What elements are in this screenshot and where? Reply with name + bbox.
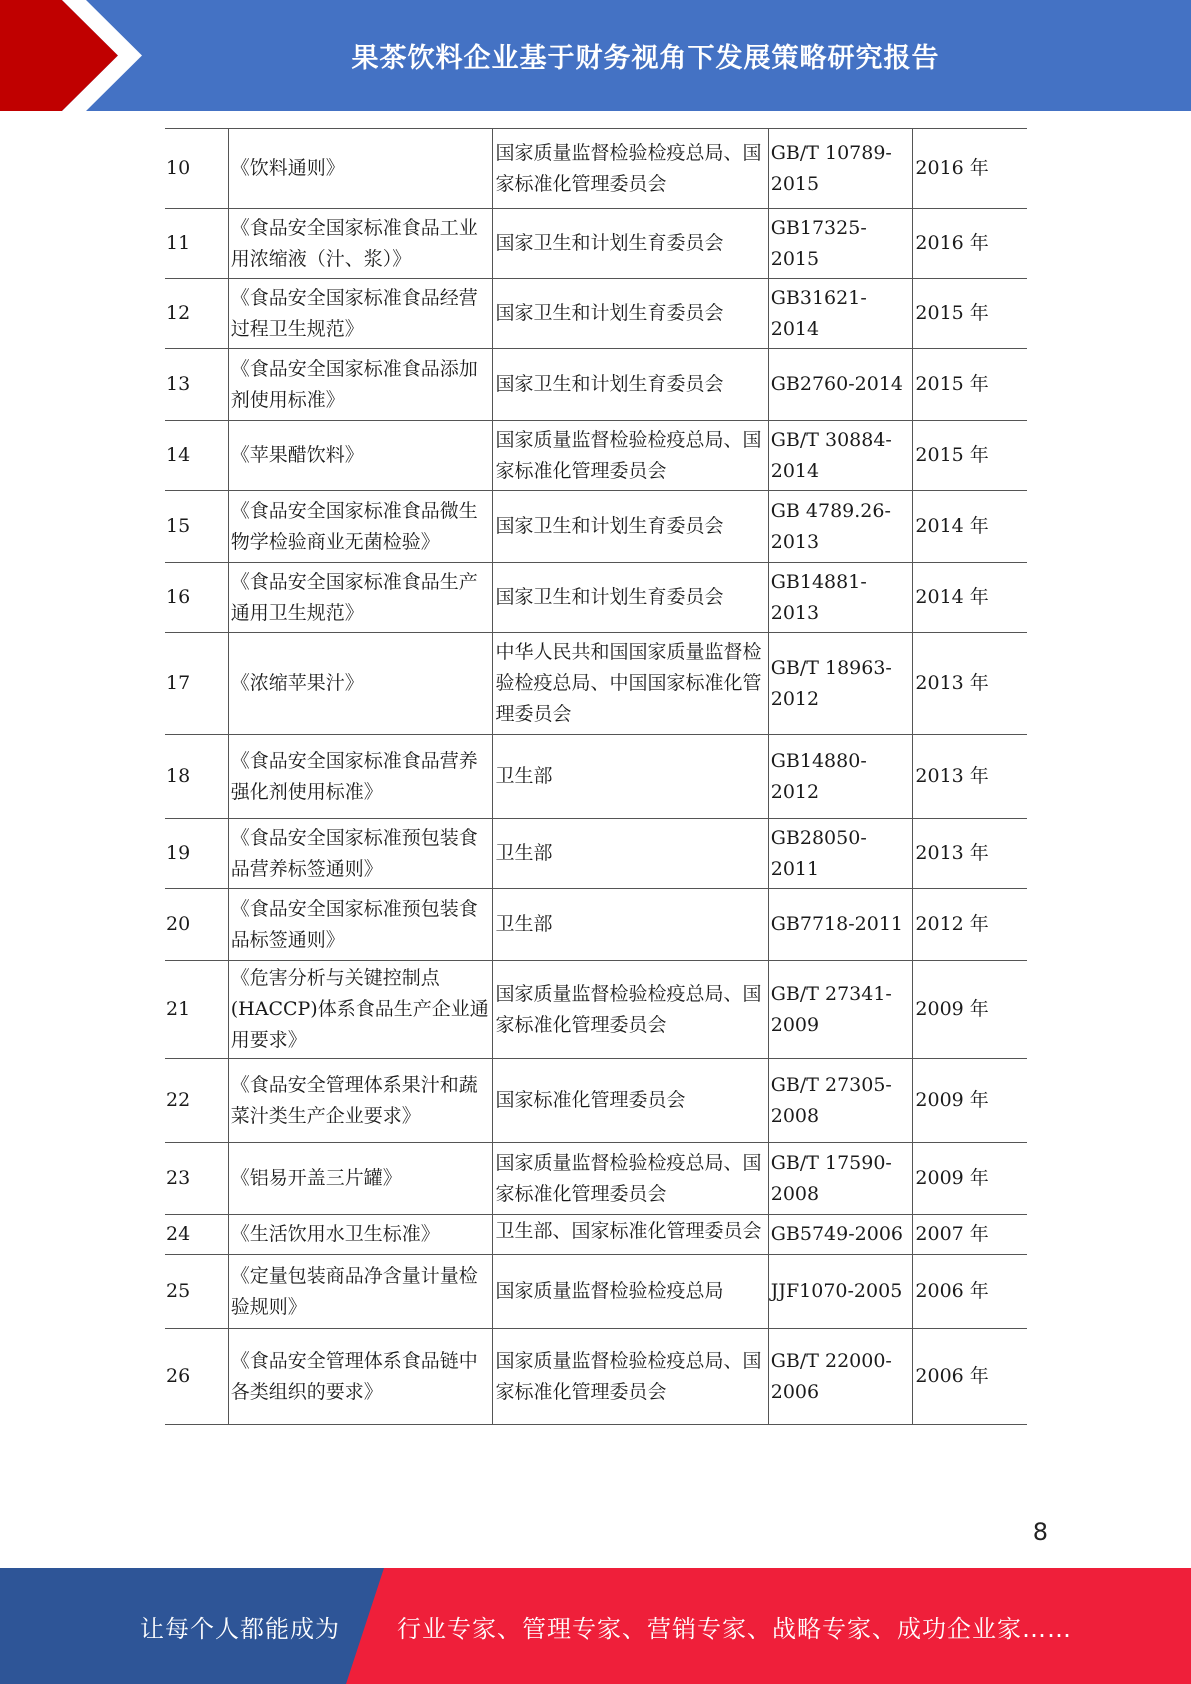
standard-name-cell: 《铝易开盖三片罐》 [228,1143,493,1215]
standard-code-cell: GB/T 18963-2012 [768,633,913,735]
standard-code-cell: GB/T 10789-2015 [768,129,913,209]
table-row [165,563,1027,633]
issuing-organization-cell: 国家卫生和计划生育委员会 [493,491,768,563]
issuing-organization-cell: 国家卫生和计划生育委员会 [493,349,768,421]
footer-banner [0,1568,1191,1684]
header-arrow-decoration [0,0,180,111]
table-row [165,735,1027,819]
table-row [165,1059,1027,1143]
table-row [165,279,1027,349]
standard-code-cell: GB28050-2011 [768,819,913,889]
standard-code-cell: GB/T 17590-2008 [768,1143,913,1215]
table-row [165,1215,1027,1255]
issuing-organization-cell: 卫生部 [493,819,768,889]
effective-year-cell: 2014 年 [913,563,1027,633]
standard-code-cell: GB2760-2014 [768,349,913,421]
effective-year-cell: 2015 年 [913,421,1027,491]
row-number-cell: 19 [165,819,228,889]
table-row [165,819,1027,889]
standard-name-cell: 《食品安全国家标准食品生产通用卫生规范》 [228,563,493,633]
page-number: 8 [1032,1518,1048,1546]
standard-name-cell: 《苹果醋饮料》 [228,421,493,491]
table-row [165,129,1027,209]
standard-name-cell: 《生活饮用水卫生标准》 [228,1215,493,1255]
table-row [165,1255,1027,1329]
effective-year-cell: 2016 年 [913,129,1027,209]
effective-year-cell: 2009 年 [913,961,1027,1059]
row-number-cell: 17 [165,633,228,735]
standard-name-cell: 《食品安全国家标准食品工业用浓缩液（汁、浆）》 [228,209,493,279]
footer-slogan-right: 行业专家、管理专家、营销专家、战略专家、成功企业家…… [397,1614,1072,1643]
table-row [165,1329,1027,1425]
standard-code-cell: GB/T 22000-2006 [768,1329,913,1425]
footer-slogan-left: 让每个人都能成为 [140,1614,340,1643]
effective-year-cell: 2009 年 [913,1143,1027,1215]
standard-name-cell: 《定量包装商品净含量计量检验规则》 [228,1255,493,1329]
issuing-organization-cell: 卫生部 [493,889,768,961]
effective-year-cell: 2016 年 [913,209,1027,279]
issuing-organization-cell: 卫生部 [493,735,768,819]
effective-year-cell: 2013 年 [913,735,1027,819]
row-number-cell: 21 [165,961,228,1059]
standard-name-cell: 《饮料通则》 [228,129,493,209]
table-row [165,421,1027,491]
effective-year-cell: 2015 年 [913,279,1027,349]
standard-name-cell: 《食品安全国家标准预包装食品标签通则》 [228,889,493,961]
standard-code-cell: GB14880-2012 [768,735,913,819]
effective-year-cell: 2009 年 [913,1059,1027,1143]
standards-table [165,128,1027,1425]
issuing-organization-cell: 国家质量监督检验检疫总局 [493,1255,768,1329]
effective-year-cell: 2013 年 [913,633,1027,735]
row-number-cell: 10 [165,129,228,209]
row-number-cell: 12 [165,279,228,349]
standard-code-cell: GB 4789.26-2013 [768,491,913,563]
issuing-organization-cell: 国家卫生和计划生育委员会 [493,563,768,633]
standard-name-cell: 《危害分析与关键控制点(HACCP)体系食品生产企业通用要求》 [228,961,493,1059]
standard-code-cell: GB14881-2013 [768,563,913,633]
effective-year-cell: 2015 年 [913,349,1027,421]
table-row [165,633,1027,735]
standard-code-cell: GB/T 27341-2009 [768,961,913,1059]
standard-name-cell: 《食品安全管理体系果汁和蔬菜汁类生产企业要求》 [228,1059,493,1143]
standard-code-cell: GB5749-2006 [768,1215,913,1255]
standard-name-cell: 《食品安全国家标准食品经营过程卫生规范》 [228,279,493,349]
row-number-cell: 22 [165,1059,228,1143]
issuing-organization-cell: 国家质量监督检验检疫总局、国家标准化管理委员会 [493,421,768,491]
table-row [165,209,1027,279]
effective-year-cell: 2006 年 [913,1329,1027,1425]
row-number-cell: 18 [165,735,228,819]
standard-name-cell: 《浓缩苹果汁》 [228,633,493,735]
table-row [165,491,1027,563]
standard-code-cell: GB31621-2014 [768,279,913,349]
issuing-organization-cell [493,1215,768,1255]
issuing-organization-cell: 中华人民共和国国家质量监督检验检疫总局、中国国家标准化管理委员会 [493,633,768,735]
row-number-cell: 13 [165,349,228,421]
effective-year-cell: 2013 年 [913,819,1027,889]
row-number-cell: 23 [165,1143,228,1215]
standard-code-cell: GB/T 30884-2014 [768,421,913,491]
table-row [165,889,1027,961]
issuing-organization-cell: 国家质量监督检验检疫总局、国家标准化管理委员会 [493,961,768,1059]
issuing-organization-cell: 国家质量监督检验检疫总局、国家标准化管理委员会 [493,1329,768,1425]
issuing-organization-cell: 国家质量监督检验检疫总局、国家标准化管理委员会 [493,1143,768,1215]
row-number-cell: 26 [165,1329,228,1425]
row-number-cell: 24 [165,1215,228,1255]
issuing-organization: 卫生部、国家标准化管理委员会 [495,1220,762,1242]
effective-year-cell: 2012 年 [913,889,1027,961]
effective-year-cell: 2014 年 [913,491,1027,563]
table-row [165,349,1027,421]
issuing-organization-cell: 国家质量监督检验检疫总局、国家标准化管理委员会 [493,129,768,209]
standard-code-cell: GB/T 27305-2008 [768,1059,913,1143]
row-number-cell: 14 [165,421,228,491]
header-banner [0,0,1191,111]
report-title: 果茶饮料企业基于财务视角下发展策略研究报告 [351,43,940,74]
standard-code-cell: GB7718-2011 [768,889,913,961]
effective-year-cell: 2006 年 [913,1255,1027,1329]
issuing-organization-cell: 国家卫生和计划生育委员会 [493,209,768,279]
issuing-organization-cell: 国家标准化管理委员会 [493,1059,768,1143]
standard-name-cell: 《食品安全国家标准食品添加剂使用标准》 [228,349,493,421]
table-row [165,1143,1027,1215]
standard-name-cell: 《食品安全国家标准食品营养强化剂使用标准》 [228,735,493,819]
standard-code-cell: GB17325-2015 [768,209,913,279]
standard-code-cell: JJF1070-2005 [768,1255,913,1329]
standard-name-cell: 《食品安全国家标准预包装食品营养标签通则》 [228,819,493,889]
row-number-cell: 15 [165,491,228,563]
row-number-cell: 16 [165,563,228,633]
row-number-cell: 20 [165,889,228,961]
row-number-cell: 25 [165,1255,228,1329]
issuing-organization-cell: 国家卫生和计划生育委员会 [493,279,768,349]
effective-year-cell: 2007 年 [913,1215,1027,1255]
standard-name-cell: 《食品安全国家标准食品微生物学检验商业无菌检验》 [228,491,493,563]
row-number-cell: 11 [165,209,228,279]
standard-name-cell: 《食品安全管理体系食品链中各类组织的要求》 [228,1329,493,1425]
table-row [165,961,1027,1059]
